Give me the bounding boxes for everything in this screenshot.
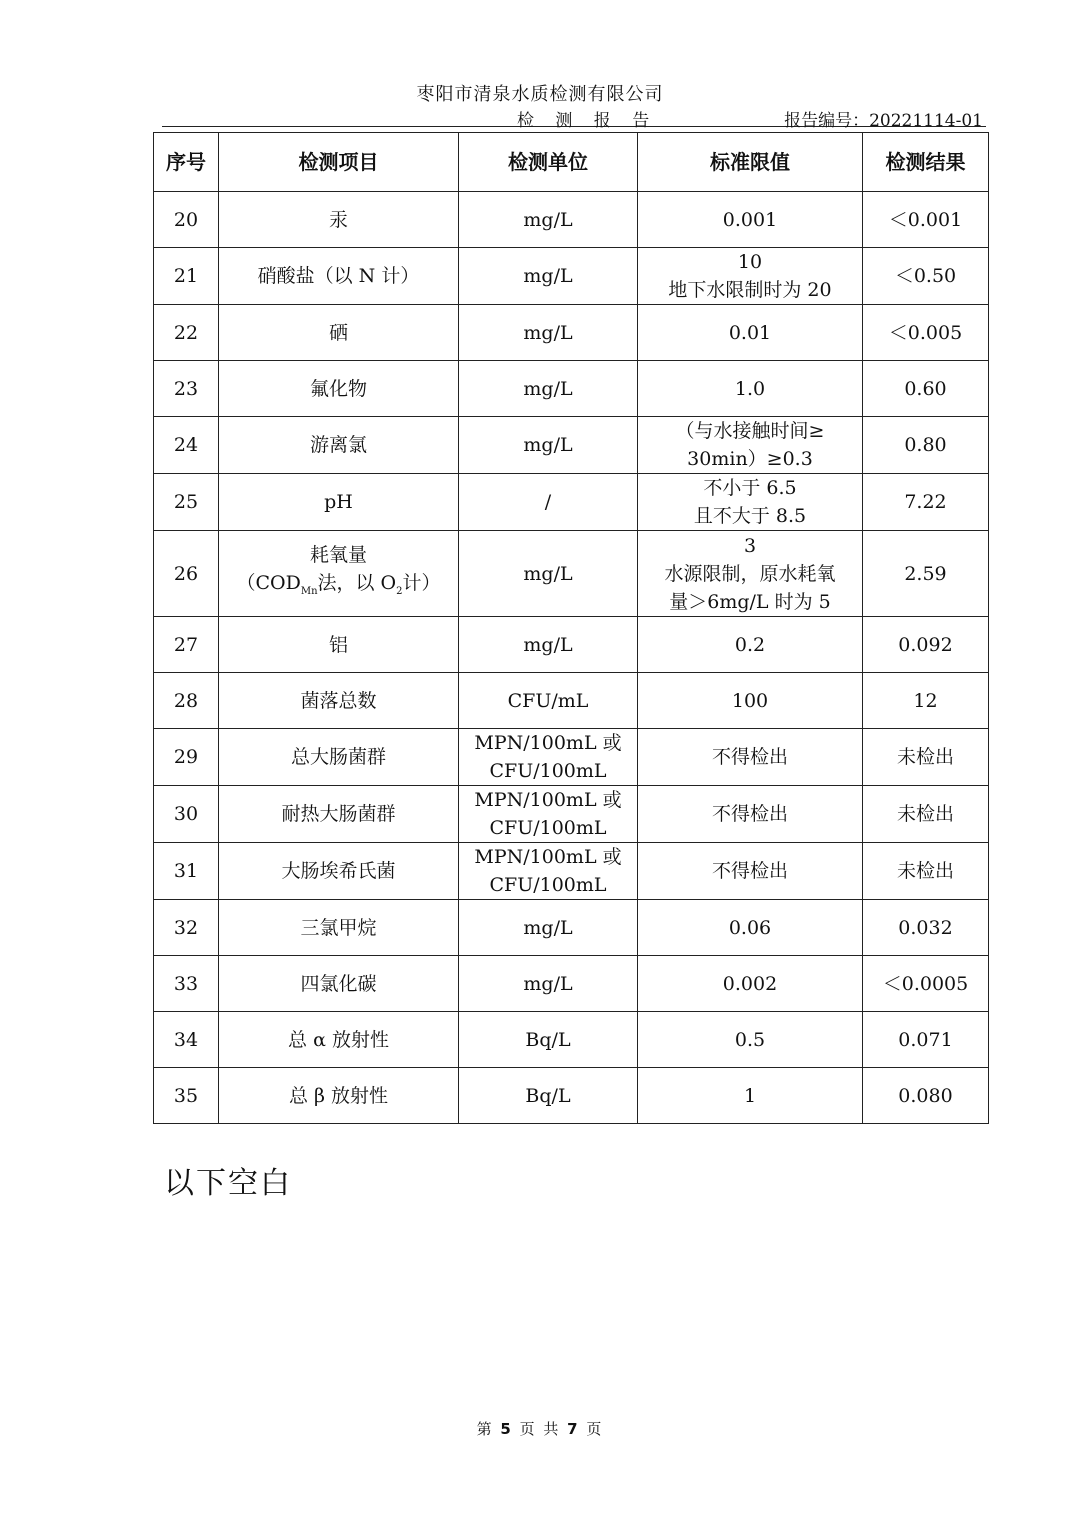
cell-unit [459,843,638,900]
cell-line: 0.002 [722,972,778,995]
cell-result: ＜0.005 [863,305,989,361]
footer-total: 7 [567,1420,580,1438]
cell-limit [638,417,863,474]
cell-line: 总 β 放射性 [288,1084,389,1107]
cell-result: ＜0.50 [863,248,989,305]
report-number: 报告编号：20221114-01 [784,111,983,131]
cell-limit [638,192,863,248]
cell-item [219,673,459,729]
cell-line: MPN/100mL 或 [474,732,622,754]
cell-line: CFU/mL [507,689,589,712]
table-row [154,1068,989,1124]
cell-unit [459,729,638,786]
table-row [154,192,989,248]
cell-result: 2.59 [863,531,989,617]
cell-line: 且不大于 8.5 [693,505,807,527]
cell-line: mg/L [523,633,573,656]
cell-result: 未检出 [863,786,989,843]
col-header-limit: 标准限值 [638,133,863,192]
blank-note: 以下空白 [164,1166,292,1201]
cell-line: MPN/100mL 或 [474,789,622,811]
cell-line: 游离氯 [309,434,367,456]
cell-no: 31 [154,843,219,900]
col-header-no: 序号 [154,133,219,192]
cell-no: 28 [154,673,219,729]
cell-limit [638,1012,863,1068]
cell-line: 不得检出 [711,746,788,768]
cell-limit [638,956,863,1012]
table-body [154,192,989,1124]
footer-prefix: 第 [476,1420,494,1438]
table-row [154,305,989,361]
cell-unit [459,1068,638,1124]
cell-line: mg/L [523,208,573,231]
table-header-row [154,133,989,192]
table-row [154,417,989,474]
cell-unit [459,305,638,361]
cell-no: 21 [154,248,219,305]
cell-line: 耗氧量 [309,544,367,567]
cell-limit [638,361,863,417]
cell-limit [638,531,863,617]
cell-line: pH [324,491,353,513]
cell-line: 氟化物 [309,377,367,400]
cell-line: mg/L [523,434,573,456]
cell-no: 25 [154,474,219,531]
cell-line: / [544,491,552,513]
cell-item [219,843,459,900]
cell-line: mg/L [523,265,573,287]
table-row [154,786,989,843]
cell-line: 1.0 [734,377,766,400]
cell-result: 7.22 [863,474,989,531]
cell-no: 24 [154,417,219,474]
cell-line: 大肠埃希氏菌 [281,860,396,882]
cell-item [219,305,459,361]
cell-unit [459,673,638,729]
cell-line: 0.01 [728,321,772,344]
cell-limit [638,248,863,305]
cell-item [219,900,459,956]
cell-line: 不小于 6.5 [703,477,797,499]
page-footer [0,1418,1080,1439]
cell-unit [459,474,638,531]
cell-line: 0.06 [728,916,772,939]
table-row [154,673,989,729]
cell-result: ＜0.001 [863,192,989,248]
cell-unit [459,417,638,474]
cell-unit [459,248,638,305]
report-subheader [162,106,986,131]
cell-unit [459,531,638,617]
cell-result: 12 [863,673,989,729]
cell-no: 29 [154,729,219,786]
cell-line: 0.2 [734,633,766,656]
table-row [154,729,989,786]
cell-limit [638,474,863,531]
cell-limit [638,843,863,900]
cell-no: 32 [154,900,219,956]
cell-no: 20 [154,192,219,248]
cell-line: （与水接触时间≥ [675,420,825,442]
cell-line: CFU/100mL [489,874,607,896]
cell-result: 0.80 [863,417,989,474]
cell-unit [459,900,638,956]
cell-item [219,729,459,786]
cell-text: 法，以 O [317,572,397,595]
cell-line: 3 [743,534,757,557]
cell-result: ＜0.0005 [863,956,989,1012]
cell-result: 0.080 [863,1068,989,1124]
cell-limit [638,729,863,786]
cell-line: CFU/100mL [489,817,607,839]
footer-middle: 页 共 [519,1420,561,1438]
cell-line: 四氯化碳 [300,972,377,995]
cell-item [219,1068,459,1124]
cell-line: 总大肠菌群 [290,746,386,768]
cell-result: 0.071 [863,1012,989,1068]
cell-result: 未检出 [863,729,989,786]
cell-no: 30 [154,786,219,843]
cell-line: mg/L [523,321,573,344]
cell-line: Bq/L [525,1084,571,1107]
table-row [154,1012,989,1068]
cell-line: CFU/100mL [489,760,607,782]
cell-item [219,361,459,417]
table-row [154,531,989,617]
table-row [154,617,989,673]
cell-line: 10 [737,251,763,273]
cell-unit [459,1012,638,1068]
cell-item [219,1012,459,1068]
cell-line: 不得检出 [711,860,788,882]
cell-limit [638,673,863,729]
cell-item [219,956,459,1012]
cell-line: 0.5 [734,1028,766,1051]
cell-unit [459,617,638,673]
subscript: Mn [300,585,318,597]
cell-line: 硒 [328,321,348,344]
cell-item [219,248,459,305]
table-row [154,843,989,900]
cell-line: mg/L [523,562,573,585]
cell-line: 耐热大肠菌群 [281,803,396,825]
cell-line: mg/L [523,916,573,939]
cell-line: 水源限制，原水耗氧 [664,562,836,585]
table-row [154,474,989,531]
cell-result: 未检出 [863,843,989,900]
cell-line: MPN/100mL 或 [474,846,622,868]
cell-line: mg/L [523,972,573,995]
table-row [154,361,989,417]
cell-line: 地下水限制时为 20 [668,279,832,301]
footer-suffix: 页 [586,1420,604,1438]
cell-no: 22 [154,305,219,361]
cell-line: 量＞6mg/L 时为 5 [669,590,831,613]
company-name: 枣阳市清泉水质检测有限公司 [416,84,664,105]
cell-line: 0.001 [722,208,778,231]
cell-line: 三氯甲烷 [300,916,377,939]
report-title: 检 测 报 告 [517,111,658,131]
cell-unit [459,786,638,843]
cell-result: 0.032 [863,900,989,956]
cell-item [219,786,459,843]
cell-text: （COD [236,572,301,595]
cell-unit [459,361,638,417]
cell-item [219,617,459,673]
cell-item [219,192,459,248]
subscript: 2 [396,585,403,597]
cell-item [219,417,459,474]
cell-line: 汞 [328,208,348,231]
cell-result: 0.092 [863,617,989,673]
cell-limit [638,617,863,673]
cell-no: 26 [154,531,219,617]
cell-limit [638,900,863,956]
cell-result: 0.60 [863,361,989,417]
cell-no: 33 [154,956,219,1012]
cell-item [219,474,459,531]
cell-no: 23 [154,361,219,417]
cell-limit [638,1068,863,1124]
footer-page: 5 [500,1420,513,1438]
table-row [154,956,989,1012]
cell-line: 100 [731,689,769,712]
col-header-item: 检测项目 [219,133,459,192]
cell-item [219,531,459,617]
cell-no: 34 [154,1012,219,1068]
cell-unit [459,956,638,1012]
cell-line: mg/L [523,377,573,400]
cell-limit [638,786,863,843]
table-row [154,248,989,305]
cell-limit [638,305,863,361]
cell-no: 27 [154,617,219,673]
cell-no: 35 [154,1068,219,1124]
table-row [154,900,989,956]
cell-line: 菌落总数 [300,689,377,712]
col-header-result: 检测结果 [863,133,989,192]
cell-line: 不得检出 [711,803,788,825]
cell-line: 1 [743,1084,757,1107]
cell-line: Bq/L [525,1028,571,1051]
cell-unit [459,192,638,248]
results-table [153,132,989,1124]
cell-line [223,569,454,606]
cell-line: 硝酸盐（以 N 计） [257,265,420,287]
cell-line: 铝 [328,633,348,656]
cell-line: 30min）≥0.3 [687,448,813,470]
cell-text: 计） [402,572,441,595]
col-header-unit: 检测单位 [459,133,638,192]
cell-line: 总 α 放射性 [288,1028,389,1051]
